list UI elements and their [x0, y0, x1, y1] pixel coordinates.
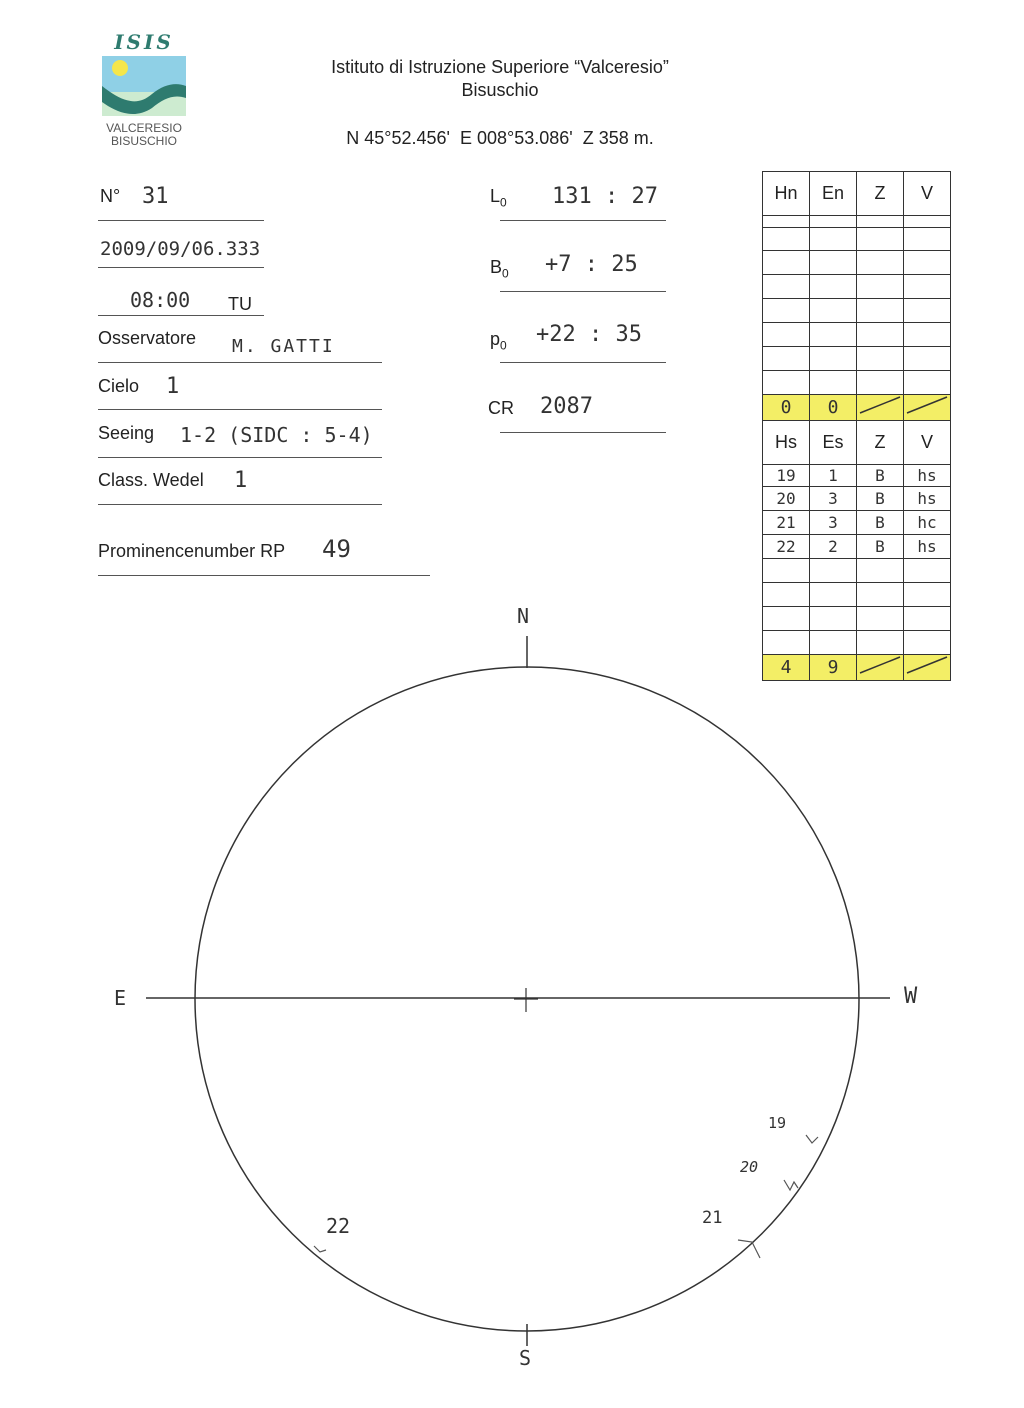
south-header-es: Es [810, 421, 857, 465]
cr-value: 2087 [540, 394, 593, 419]
date-underline [98, 267, 264, 268]
disk-label-east: E [114, 986, 127, 1010]
disk-label-north: N [517, 604, 530, 628]
south-total-es: 9 [810, 655, 857, 681]
north-header-z: Z [857, 172, 904, 216]
south-total-v-slash [904, 655, 951, 681]
p0-value: +22 : 35 [536, 322, 642, 347]
prominence-label-21: 21 [702, 1208, 723, 1228]
north-total-v-slash [904, 395, 951, 421]
table-row [763, 275, 951, 299]
north-header-hn: Hn [763, 172, 810, 216]
l0-label: $L_0$ [490, 186, 507, 210]
time-value: 08:00 [130, 288, 191, 312]
logo-line2: BISUSCHIO [110, 134, 177, 148]
table-row: 20 3 B hs [763, 487, 951, 511]
prominence-20 [784, 1180, 798, 1190]
cr-underline [500, 432, 666, 433]
south-header-row [763, 421, 951, 465]
sky-label: Cielo [98, 376, 140, 396]
p0-underline [500, 362, 666, 363]
sky-value: 1 [166, 374, 180, 399]
disk-label-west: W [904, 984, 918, 1009]
observer-underline [98, 362, 382, 363]
table-row [763, 607, 951, 631]
table-row [763, 299, 951, 323]
south-total-row [763, 655, 951, 681]
school-logo [98, 30, 190, 150]
prominence-label-22: 22 [326, 1214, 351, 1238]
prominence-22 [314, 1246, 326, 1252]
disk-label-south: S [519, 1346, 532, 1370]
prominence-19 [806, 1135, 818, 1143]
rp-value: 49 [322, 535, 351, 563]
seeing-value: 1-2 (SIDC : 5-4) [180, 423, 373, 447]
table-row: 21 3 B hc [763, 511, 951, 535]
table-row: 22 2 B hs [763, 535, 951, 559]
institute-title: Istituto di Istruzione Superiore “Valceresio” [331, 57, 669, 77]
cr-label: CR [488, 398, 514, 418]
b0-underline [500, 291, 666, 292]
wedel-value: 1 [234, 468, 248, 493]
prominence-table [762, 171, 951, 681]
north-header-v: V [904, 172, 951, 216]
time-unit: TU [228, 294, 252, 314]
south-header-z: Z [857, 421, 904, 465]
table-row [763, 251, 951, 275]
wedel-label: Class. Wedel [98, 470, 204, 490]
prominence-label-19: 19 [768, 1114, 787, 1132]
north-total-hn: 0 [763, 395, 810, 421]
number-label: N° [100, 186, 121, 206]
south-header-hs: Hs [763, 421, 810, 465]
seeing-underline [98, 457, 382, 458]
time-underline [98, 315, 264, 316]
seeing-label: Seeing [98, 423, 155, 443]
north-total-en: 0 [810, 395, 857, 421]
observer-value: M. GATTI [232, 336, 335, 357]
table-row [763, 323, 951, 347]
date-value: 2009/09/06.333 [100, 238, 261, 260]
table-row [763, 228, 951, 251]
station-coordinates: N 45°52.456' E 008°53.086' Z 358 m. [346, 128, 654, 148]
table-row [763, 216, 951, 228]
table-row [763, 347, 951, 371]
p0-label: $p_0$ [490, 329, 507, 353]
south-header-v: V [904, 421, 951, 465]
rp-label: Prominencenumber RP [98, 541, 286, 561]
institute-place: Bisuschio [461, 80, 539, 100]
table-row [763, 631, 951, 655]
table-row [763, 559, 951, 583]
b0-label: $B_0$ [490, 257, 509, 281]
prominence-21 [738, 1240, 760, 1258]
table-row [763, 371, 951, 395]
b0-value: +7 : 25 [545, 252, 638, 277]
north-total-row [763, 395, 951, 421]
solar-disk [195, 667, 859, 1331]
logo-emblem-icon [100, 56, 188, 120]
logo-brand: ISIS [114, 30, 174, 54]
observer-label: Osservatore [98, 328, 197, 348]
prominence-label-20: 20 [740, 1158, 759, 1176]
l0-value: 131 : 27 [552, 184, 658, 209]
logo-line1: VALCERESIO [106, 121, 182, 135]
sky-underline [98, 409, 382, 410]
table-row: 19 1 B hs [763, 465, 951, 487]
rp-underline [98, 575, 430, 576]
south-total-z-slash [857, 655, 904, 681]
north-header-row [763, 172, 951, 216]
number-underline [98, 220, 264, 221]
number-value: 31 [142, 184, 169, 209]
north-header-en: En [810, 172, 857, 216]
table-row [763, 583, 951, 607]
l0-underline [500, 220, 666, 221]
north-total-z-slash [857, 395, 904, 421]
south-total-hs: 4 [763, 655, 810, 681]
wedel-underline [98, 504, 382, 505]
